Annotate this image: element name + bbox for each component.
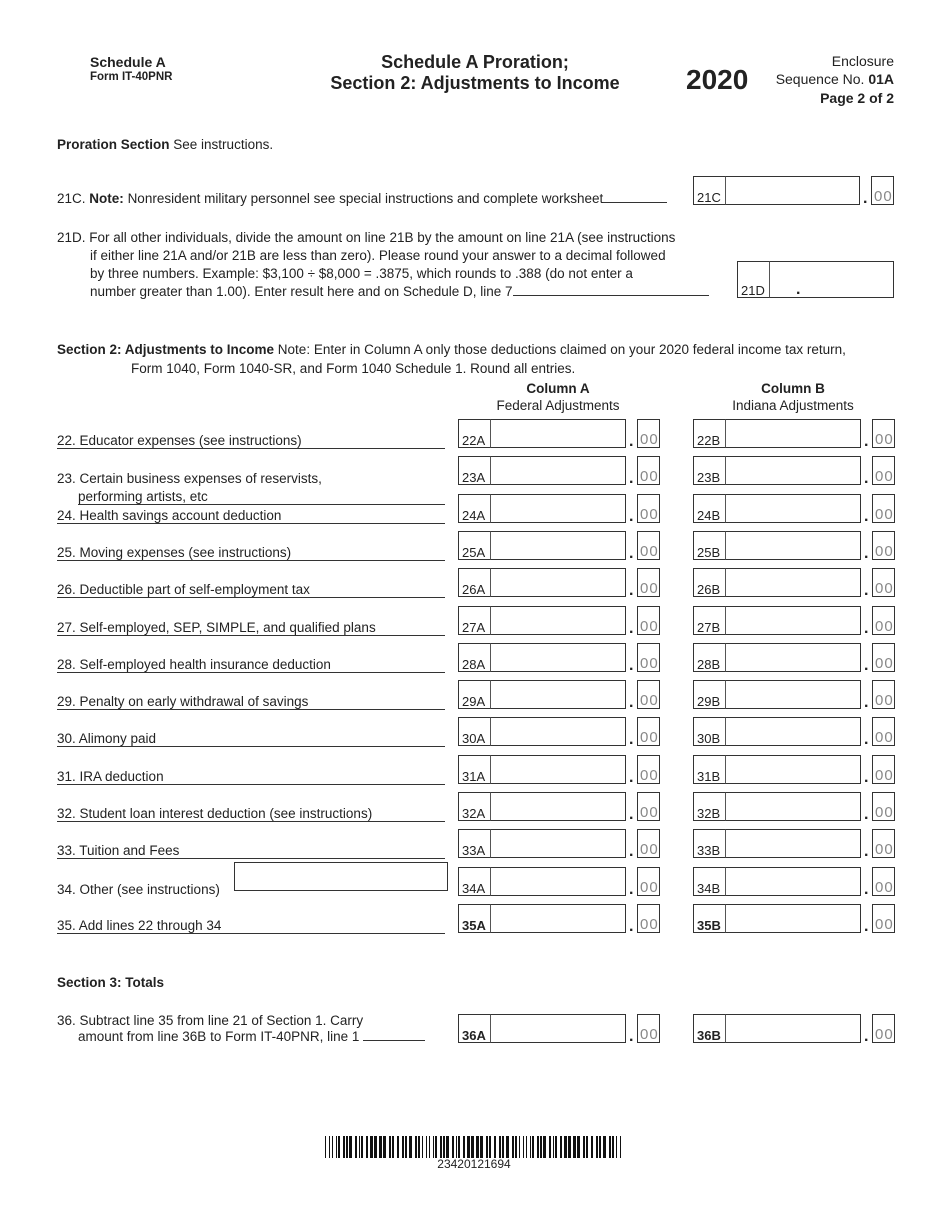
barcode-bar: [429, 1136, 430, 1158]
barcode-bar: [480, 1136, 483, 1158]
barcode-bar: [370, 1136, 373, 1158]
barcode-number: 23420121694: [437, 1157, 511, 1171]
barcode-bar: [366, 1136, 368, 1158]
barcode-bar: [583, 1136, 585, 1158]
barcode-bar: [476, 1136, 479, 1158]
barcode-bar: [332, 1136, 333, 1158]
schedule-label: Schedule A: [90, 54, 166, 70]
line-21c-text: 21C. Note: Nonresident military personnel see special instructions and complete worksheet: [57, 191, 667, 206]
barcode-bar: [456, 1136, 457, 1158]
barcode-bar: [537, 1136, 539, 1158]
sequence-number: Sequence No. 01A: [775, 71, 894, 87]
barcode-bar: [349, 1136, 352, 1158]
barcode-bar: [329, 1136, 330, 1158]
barcode-bar: [418, 1136, 420, 1158]
line-text: 27. Self-employed, SEP, SIMPLE, and qualified plans: [57, 620, 445, 636]
barcode-bar: [573, 1136, 576, 1158]
tax-year: 2020: [686, 64, 749, 95]
barcode-bar: [415, 1136, 417, 1158]
page-number: Page 2 of 2: [820, 90, 894, 106]
barcode-bar: [499, 1136, 501, 1158]
barcode-bar: [564, 1136, 567, 1158]
barcode-bar: [405, 1136, 407, 1158]
line-text: 31. IRA deduction: [57, 769, 445, 785]
barcode-bar: [486, 1136, 488, 1158]
barcode-bar: [553, 1136, 554, 1158]
line-text: 35. Add lines 22 through 34: [57, 918, 445, 934]
barcode-bar: [530, 1136, 531, 1158]
barcode-bar: [577, 1136, 580, 1158]
barcode: [325, 1136, 623, 1158]
barcode-bar: [467, 1136, 470, 1158]
barcode-bar: [422, 1136, 423, 1158]
barcode-bar: [609, 1136, 611, 1158]
barcode-bar: [506, 1136, 509, 1158]
line-text: 34. Other (see instructions): [57, 882, 220, 897]
barcode-bar: [336, 1136, 337, 1158]
barcode-bar: [343, 1136, 345, 1158]
barcode-bar: [549, 1136, 551, 1158]
barcode-bar: [463, 1136, 465, 1158]
barcode-bar: [599, 1136, 601, 1158]
barcode-bar: [540, 1136, 542, 1158]
barcode-bar: [338, 1136, 340, 1158]
column-b-subtitle: Indiana Adjustments: [732, 398, 854, 413]
line-text: 23. Certain business expenses of reservists,: [57, 471, 322, 486]
barcode-bar: [374, 1136, 377, 1158]
barcode-bar: [596, 1136, 598, 1158]
barcode-bar: [409, 1136, 412, 1158]
barcode-bar: [446, 1136, 449, 1158]
barcode-bar: [612, 1136, 614, 1158]
barcode-bar: [359, 1136, 360, 1158]
form-page: Schedule A Form IT-40PNR Schedule A Proration; Section 2: Adjustments to Income 2020 Enclosure Sequence No. 01A Page 2 of 2 Proration Section See instructions. 21C. Note: Nonresident military personnel see special instructions and complete worksheet 21C . 00 21D. For all other individuals, divide the amount on line 21B by the amount on line 21A (see instructions if either line 21A and/or 21B are less than zero). Please round your answer to a decimal followed by three numbers. Example: $3,100 ÷ $8,000 = .3875, which rounds to .388 (do not enter a number greater than 1.00). Enter result here and on Schedule D, line 7 21D . Section 2: Adjustments to Income Note: Enter in Column A only those deductions claimed on your 2020 federal income tax return, Form 1040, Form 1040-SR, and Form 1040 Schedule 1. Round all entries. Column A Federal Adjustments Column B Indiana Adjustments 22. Educator expenses (see instructions) 22A . 00 22B . 00 23. Certain business expenses of reservists, performing artists, etc 23A . 00 23B . 00 24. Health savings account deduction 24A . 00 24B . 00 25. Moving expenses (see instructions) 25A . 00 25B . 00 26. Deductible part of self-employment tax 26A . 00 26B . 00 27. Self-employed, SEP, SIMPLE, and qualified plans 27A . 00 27B . 00 28. Self-employed health insurance deduction 28A . 00 28B . 00 29. Penalty on early withdrawal of savings 29A . 00 29B . 00 30. Alimony paid 30A . 00 30B . 00 31. IRA deduction 31A . 00 31B . 00 32. Student loan interest deduction (see instructions) 32A . 00 32B . 00 33. Tuition and Fees 33A . 00 33B . 00 34. Other (see instructions) 34A . 00 34B . 00 35. Add lines 22 through 34 35A . 00 35B . 00 Section 3: Totals 36. Subtract line 35 from line 21 of Section 1. Carry amount from line 36B to Form IT-40PNR, line 1 36A . 00 36B . 00 23420121694: [0, 0, 950, 1230]
line-text: 33. Tuition and Fees: [57, 843, 445, 859]
barcode-bar: [519, 1136, 520, 1158]
barcode-bar: [555, 1136, 557, 1158]
barcode-bar: [452, 1136, 454, 1158]
barcode-bar: [379, 1136, 382, 1158]
column-a-subtitle: Federal Adjustments: [496, 398, 620, 413]
line-text: 22. Educator expenses (see instructions): [57, 433, 445, 449]
line-text: 25. Moving expenses (see instructions): [57, 545, 445, 561]
column-a-title: Column A: [526, 381, 590, 396]
barcode-bar: [586, 1136, 588, 1158]
barcode-bar: [620, 1136, 621, 1158]
proration-heading: Proration Section See instructions.: [57, 137, 274, 152]
line-text: 28. Self-employed health insurance deduction: [57, 657, 445, 673]
barcode-bar: [440, 1136, 442, 1158]
line-text: 29. Penalty on early withdrawal of savings: [57, 694, 445, 710]
line-text: 26. Deductible part of self-employment tax: [57, 582, 445, 598]
form-label: Form IT-40PNR: [90, 71, 173, 83]
title-line1: Schedule A Proration;: [381, 52, 569, 72]
barcode-bar: [389, 1136, 391, 1158]
barcode-bar: [532, 1136, 534, 1158]
barcode-bar: [361, 1136, 363, 1158]
barcode-bar: [523, 1136, 524, 1158]
line-text-2: performing artists, etc: [78, 489, 445, 505]
barcode-bar: [494, 1136, 496, 1158]
barcode-bar: [512, 1136, 514, 1158]
barcode-bar: [402, 1136, 404, 1158]
barcode-bar: [443, 1136, 445, 1158]
line-36-text1: 36. Subtract line 35 from line 21 of Section 1. Carry: [57, 1013, 364, 1028]
section3-heading: Section 3: Totals: [57, 975, 165, 990]
barcode-bar: [471, 1136, 474, 1158]
line-text: 32. Student loan interest deduction (see instructions): [57, 806, 445, 822]
barcode-bar: [560, 1136, 562, 1158]
line-text: 24. Health savings account deduction: [57, 508, 445, 524]
line-text: 30. Alimony paid: [57, 731, 445, 747]
barcode-bar: [543, 1136, 546, 1158]
barcode-bar: [383, 1136, 386, 1158]
barcode-bar: [568, 1136, 571, 1158]
column-b-title: Column B: [761, 381, 825, 396]
line-21d-text: 21D. For all other individuals, divide the amount on line 21B by the amount on line 21A (see instructions if either line 21A and/or 21B are less than zero). Please round your answer to a decimal followed by three numbers. Example: $3,100 ÷ $8,000 = .3875, which rounds to .388 (do not enter a number greater than 1.00). Enter result here and on Schedule D, line 7: [57, 229, 709, 301]
barcode-bar: [489, 1136, 491, 1158]
barcode-bar: [603, 1136, 606, 1158]
barcode-bar: [435, 1136, 437, 1158]
line-36-text2: amount from line 36B to Form IT-40PNR, line 1: [78, 1029, 425, 1044]
title-line2: Section 2: Adjustments to Income: [330, 73, 620, 93]
barcode-bar: [526, 1136, 527, 1158]
barcode-bar: [325, 1136, 326, 1158]
barcode-bar: [392, 1136, 394, 1158]
barcode-bar: [502, 1136, 504, 1158]
barcode-bar: [426, 1136, 427, 1158]
enclosure-label: Enclosure: [831, 53, 894, 69]
section2-note: Form 1040, Form 1040-SR, and Form 1040 Schedule 1. Round all entries.: [131, 361, 576, 376]
other-description-input[interactable]: [234, 862, 448, 891]
barcode-bar: [346, 1136, 348, 1158]
barcode-bar: [458, 1136, 460, 1158]
section2-heading: Section 2: Adjustments to Income Note: Enter in Column A only those deductions claimed on your 2020 federal income tax return,: [57, 342, 846, 357]
barcode-bar: [433, 1136, 434, 1158]
barcode-bar: [515, 1136, 517, 1158]
barcode-bar: [591, 1136, 593, 1158]
barcode-bar: [616, 1136, 617, 1158]
barcode-bar: [397, 1136, 399, 1158]
barcode-bar: [355, 1136, 357, 1158]
